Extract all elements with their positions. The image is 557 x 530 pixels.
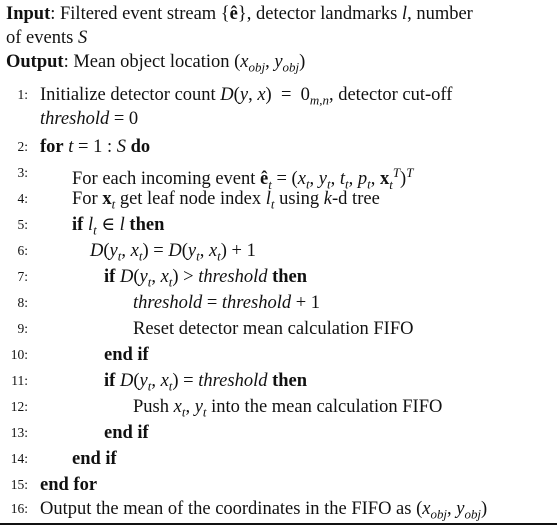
line-code: threshold = 0 xyxy=(40,109,139,129)
algo-line-4 xyxy=(0,186,557,212)
algo-line-11 xyxy=(0,368,557,394)
input-text: : Filtered event stream {ê}, detector landmarks l, number xyxy=(50,4,473,24)
algo-line-10 xyxy=(0,342,557,368)
line-code: end for xyxy=(40,475,98,495)
line-number: 7: xyxy=(17,269,28,284)
algo-line-15 xyxy=(0,472,557,498)
line-code: $D(y_t$, $x_t) = D(y_t$, $x_t) + 1$ xyxy=(90,241,256,264)
line-code: Push $x_t$, $y_t$ into the mean calculation FIFO xyxy=(133,397,443,420)
output-label: Output xyxy=(6,52,64,72)
algo-line-5 xyxy=(0,212,557,238)
line-number: 16: xyxy=(10,501,28,516)
algo-line-7 xyxy=(0,264,557,290)
line-code: For each incoming event $ê_t = (x_t$, $y_t$, $t_t$, $p_t$, $x_t^T)^T$ xyxy=(72,165,414,192)
line-code: end if xyxy=(104,423,149,443)
line-number: 14: xyxy=(10,451,28,466)
bottom-rule xyxy=(0,523,557,525)
line-number: 1: xyxy=(17,87,28,102)
output-line: Output: Mean object location ($x_{obj}$, $y_{obj}$) xyxy=(6,52,306,75)
algo-line-14 xyxy=(0,446,557,472)
line-code: Reset detector mean calculation FIFO xyxy=(133,319,414,339)
algo-line-8 xyxy=(0,290,557,316)
line-code: if $l_t$ ∈ l then xyxy=(72,215,165,238)
line-code: if $D(y_t$, $x_t$) = threshold then xyxy=(104,371,308,394)
input-line-cont: of events S xyxy=(6,28,88,48)
line-number: 11: xyxy=(11,373,28,388)
input-line xyxy=(6,2,554,26)
line-number: 13: xyxy=(10,425,28,440)
input-label: Input xyxy=(6,4,51,24)
line-number: 9: xyxy=(17,321,28,336)
line-code: Output the mean of the coordinates in the FIFO as ($x_{obj}$, $y_{obj}$) xyxy=(40,499,488,522)
algo-line-1 xyxy=(0,82,557,108)
line-code: Initialize detector count D(y, $x) = 0_{m,n}$, detector cut-off xyxy=(40,85,453,108)
line-code: end if xyxy=(104,345,149,365)
line-number: 8: xyxy=(17,295,28,310)
line-number: 4: xyxy=(17,191,28,206)
line-number: 15: xyxy=(10,477,28,492)
line-number: 12: xyxy=(10,399,28,414)
line-code: For $x_t$ get leaf node index $l_t$ using k-d tree xyxy=(72,189,380,212)
line-code: if $D(y_t$, $x_t$) > threshold then xyxy=(104,267,308,290)
algo-line-1-cont xyxy=(0,106,557,132)
line-code: for t = 1 : S do xyxy=(40,137,151,157)
algo-line-12 xyxy=(0,394,557,420)
algo-line-9 xyxy=(0,316,557,342)
line-code: end if xyxy=(72,449,117,469)
algo-line-2 xyxy=(0,134,557,160)
line-number: 5: xyxy=(17,217,28,232)
algo-line-6 xyxy=(0,238,557,264)
algo-line-3 xyxy=(0,160,557,192)
line-code: threshold = threshold + 1 xyxy=(133,293,321,313)
line-number: 2: xyxy=(17,139,28,154)
algo-line-16 xyxy=(0,496,557,522)
line-number: 10: xyxy=(10,347,28,362)
algo-line-13 xyxy=(0,420,557,446)
line-number: 6: xyxy=(17,243,28,258)
line-number: 3: xyxy=(17,165,28,180)
